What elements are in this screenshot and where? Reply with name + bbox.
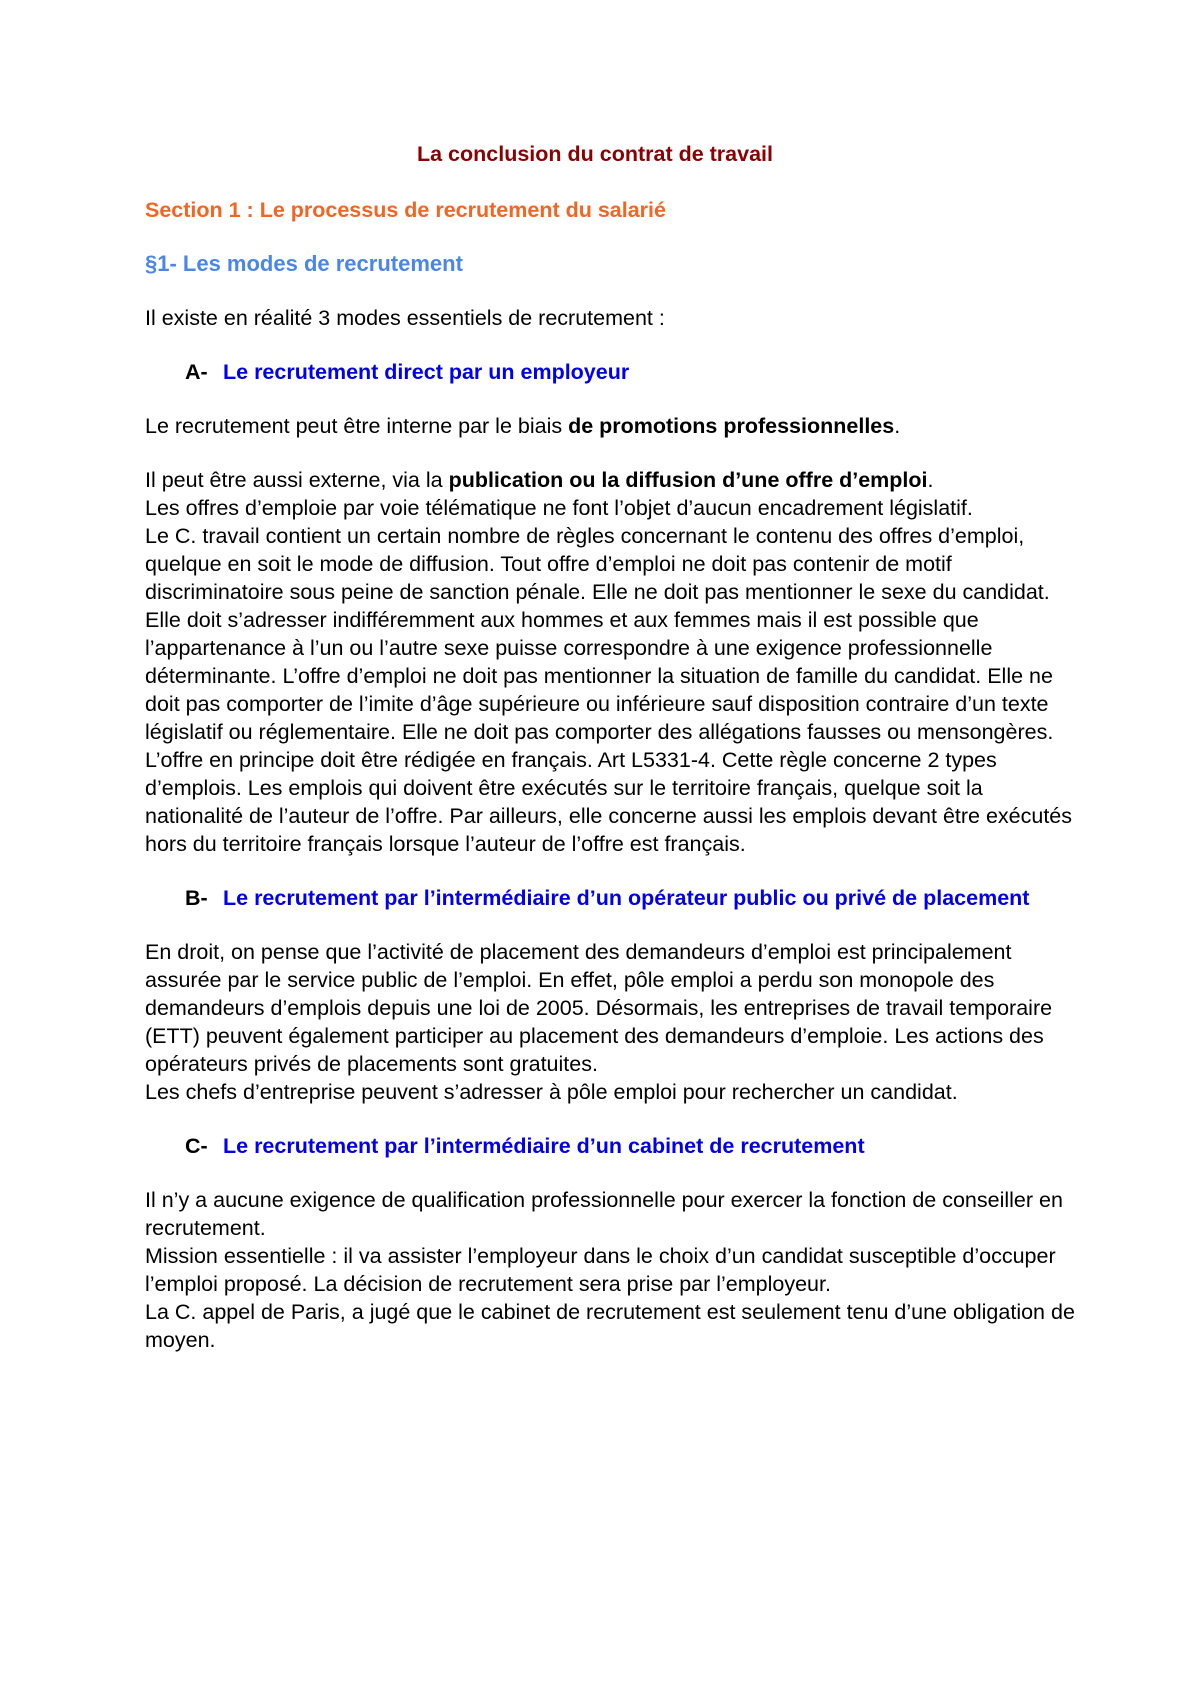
part-a-marker: A- (185, 360, 208, 384)
part-a-p2-prefix: Il peut être aussi externe, via la (145, 468, 449, 492)
part-b-marker: B- (185, 886, 208, 910)
intro-paragraph: Il existe en réalité 3 modes essentiels de recrutement : (145, 306, 665, 330)
part-c-heading-text: Le recrutement par l’intermédiaire d’un cabinet de recrutement (223, 1134, 865, 1158)
part-a-p2-suffix: . (927, 468, 934, 492)
part-c-marker: C- (185, 1134, 208, 1158)
part-b-line-1: En droit, on pense que l’activité de placement des demandeurs d’emploi est principalement assurée par le service public de l’emploi. En effet, pôle emploi a perdu son monopole des demandeurs d’emplois depuis une loi de 2005. Désormais, les entreprises de travail temporaire (ETT) peuvent également participer au placement des demandeurs d’emploie. Les actions des opérateurs privés de placements sont gratuites. (145, 940, 1053, 1076)
document-body (145, 140, 1075, 1380)
part-a-p1-prefix: Le recrutement peut être interne par le biais (145, 414, 569, 438)
part-a-heading (185, 358, 1075, 386)
document-title: La conclusion du contrat de travail (416, 142, 773, 166)
part-a-line-3: L’offre en principe doit être rédigée en français. Art L5331-4. Cette règle concerne 2 types d’emplois. Les emplois qui doivent être exécutés sur le territoire français, quelque soit la nationalité de l’auteur de l’offre. Par ailleurs, elle concerne aussi les emplois devant être exécutés hors du territoire français lorsque l’auteur de l’offre est français. (145, 748, 1073, 856)
part-c-line-2: Mission essentielle : il va assister l’employeur dans le choix d’un candidat susceptible d’occuper l’emploi proposé. La décision de recrutement sera prise par l’employeur. (145, 1244, 1056, 1296)
part-a-paragraph-2 (145, 466, 1075, 858)
part-c-line-3: La C. appel de Paris, a jugé que le cabinet de recrutement est seulement tenu d’une obligation de moyen. (145, 1300, 1075, 1352)
part-a-line-2: Le C. travail contient un certain nombre de règles concernant le contenu des offres d’emploi, quelque en soit le mode de diffusion. Tout offre d’emploi ne doit pas contenir de motif discriminatoire sous peine de sanction pénale. Elle ne doit pas mentionner le sexe du candidat. Elle doit s’adresser indifféremment aux hommes et aux femmes mais il est possible que l’appartenance à l’un ou l’autre sexe puisse correspondre à une exigence professionnelle déterminante. L’offre d’emploi ne doit pas mentionner la situation de famille du candidat. Elle ne doit pas comporter de l’imite d’âge supérieure ou inférieure sauf disposition contraire d’un texte législatif ou réglementaire. Elle ne doit pas comporter des allégations fausses ou mensongères. (145, 524, 1054, 744)
part-c-heading (185, 1132, 1075, 1160)
part-a-p2-bold: publication ou la diffusion d’une offre d’emploi (448, 468, 928, 492)
part-c-line-1: Il n’y a aucune exigence de qualification professionnelle pour exercer la fonction de conseiller en recrutement. (145, 1188, 1063, 1240)
part-a-heading-text: Le recrutement direct par un employeur (223, 360, 630, 384)
part-a-line-1: Les offres d’emploie par voie télématique ne font l’objet d’aucun encadrement législatif. (145, 496, 973, 520)
section-heading: Section 1 : Le processus de recrutement du salarié (145, 198, 666, 222)
part-b-line-2: Les chefs d’entreprise peuvent s’adresser à pôle emploi pour rechercher un candidat. (145, 1080, 958, 1104)
part-b-paragraph (145, 938, 1075, 1106)
part-b-heading (185, 884, 1075, 912)
part-a-p1-bold: de promotions professionnelles (568, 414, 895, 438)
part-a-paragraph-1 (145, 412, 1075, 440)
part-b-heading-text: Le recrutement par l’intermédiaire d’un opérateur public ou privé de placement (223, 886, 1030, 910)
part-a-p1-suffix: . (894, 414, 901, 438)
part-a-body-lines (145, 494, 1075, 858)
subsection-heading: §1- Les modes de recrutement (145, 251, 463, 276)
part-c-paragraph (145, 1186, 1075, 1354)
